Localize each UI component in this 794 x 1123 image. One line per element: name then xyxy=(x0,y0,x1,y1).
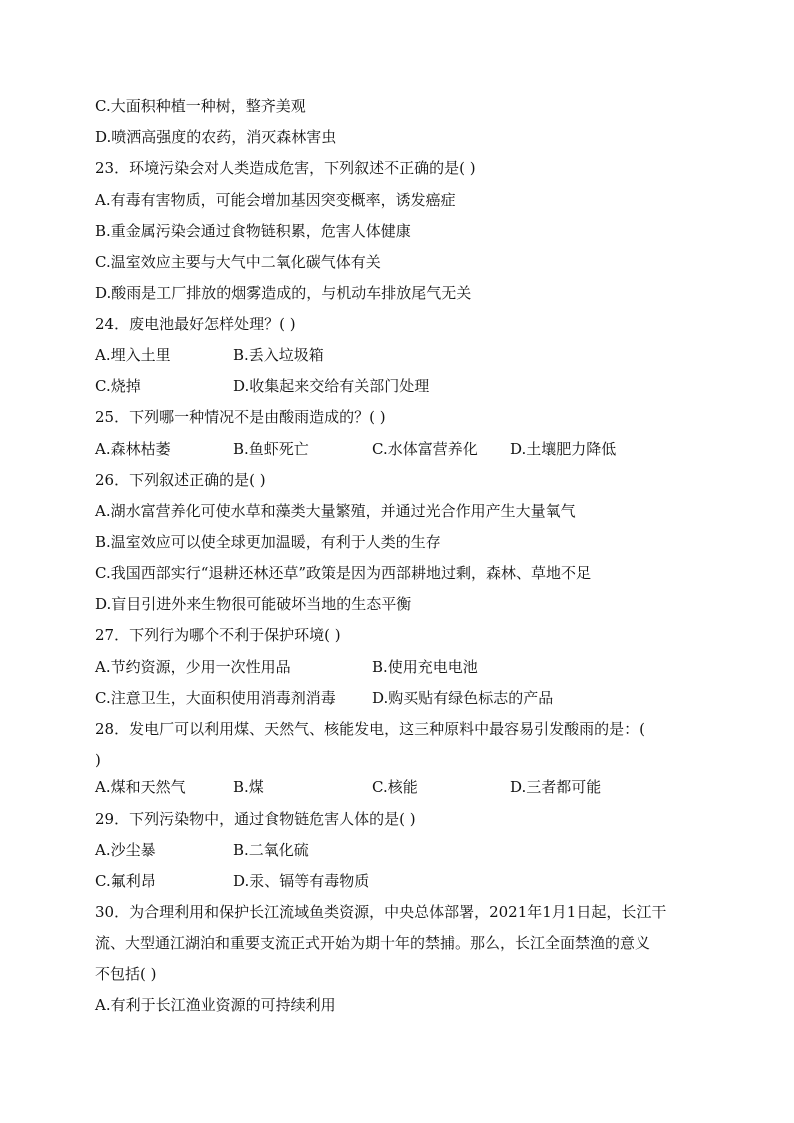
q24-option-d: D.收集起来交给有关部门处理 xyxy=(233,377,430,395)
q27-option-c: C.注意卫生，大面积使用消毒剂消毒 xyxy=(95,689,336,707)
q23-option-d: D.酸雨是工厂排放的烟雾造成的，与机动车排放尾气无关 xyxy=(95,284,472,302)
q28-option-b: B.煤 xyxy=(233,778,264,796)
q22-option-d: D.喷洒高强度的农药，消灭森林害虫 xyxy=(95,128,337,146)
q30-question-line2: 流、大型通江湖泊和重要支流正式开始为期十年的禁捕。那么，长江全面禁渔的意义 xyxy=(95,934,651,952)
q25-option-d: D.土壤肥力降低 xyxy=(510,440,617,458)
q29-question: 29．下列污染物中，通过食物链危害人体的是( ) xyxy=(95,810,416,828)
q24-question: 24．废电池最好怎样处理？( ) xyxy=(95,315,296,333)
q24-option-c: C.烧掉 xyxy=(95,377,141,395)
q23-question: 23．环境污染会对人类造成危害，下列叙述不正确的是( ) xyxy=(95,159,476,177)
q27-option-b: B.使用充电电池 xyxy=(372,658,478,676)
q30-option-a: A.有利于长江渔业资源的可持续利用 xyxy=(95,996,336,1014)
q27-option-a: A.节约资源，少用一次性用品 xyxy=(95,658,291,676)
q23-option-c: C.温室效应主要与大气中二氧化碳气体有关 xyxy=(95,253,381,271)
q22-option-c: C.大面积种植一种树，整齐美观 xyxy=(95,97,306,115)
q30-question-line1: 30．为合理利用和保护长江流域鱼类资源，中央总体部署，2021年1月1日起，长江干 xyxy=(95,903,667,921)
q28-option-c: C.核能 xyxy=(372,778,418,796)
q29-option-d: D.汞、镉等有毒物质 xyxy=(233,872,370,890)
q29-option-b: B.二氧化硫 xyxy=(233,841,309,859)
q26-question: 26．下列叙述正确的是( ) xyxy=(95,471,266,489)
q29-option-c: C.氟利昂 xyxy=(95,872,156,890)
q23-option-b: B.重金属污染会通过食物链积累，危害人体健康 xyxy=(95,222,411,240)
q25-option-a: A.森林枯萎 xyxy=(95,440,171,458)
q23-option-a: A.有毒有害物质，可能会增加基因突变概率，诱发癌症 xyxy=(95,191,456,209)
q26-option-a: A.湖水富营养化可使水草和藻类大量繁殖，并通过光合作用产生大量氧气 xyxy=(95,502,576,520)
q28-option-d: D.三者都可能 xyxy=(510,778,602,796)
q28-question-cont: ) xyxy=(95,751,101,769)
q26-option-b: B.温室效应可以使全球更加温暖，有利于人类的生存 xyxy=(95,533,441,551)
q25-question: 25．下列哪一种情况不是由酸雨造成的？( ) xyxy=(95,408,386,426)
q26-option-d: D.盲目引进外来生物很可能破坏当地的生态平衡 xyxy=(95,595,412,613)
q30-question-line3: 不包括( ) xyxy=(95,965,157,983)
q28-option-a: A.煤和天然气 xyxy=(95,778,186,796)
q29-option-a: A.沙尘暴 xyxy=(95,841,156,859)
q25-option-b: B.鱼虾死亡 xyxy=(233,440,309,458)
q27-question: 27．下列行为哪个不利于保护环境( ) xyxy=(95,626,341,644)
q27-option-d: D.购买贴有绿色标志的产品 xyxy=(372,689,554,707)
q26-option-c: C.我国西部实行“退耕还林还草”政策是因为西部耕地过剩，森林、草地不足 xyxy=(95,564,592,582)
q28-question: 28．发电厂可以利用煤、天然气、核能发电，这三种原料中最容易引发酸雨的是：( xyxy=(95,720,645,738)
q25-option-c: C.水体富营养化 xyxy=(372,440,478,458)
q24-option-b: B.丢入垃圾箱 xyxy=(233,346,324,364)
q24-option-a: A.埋入土里 xyxy=(95,346,171,364)
